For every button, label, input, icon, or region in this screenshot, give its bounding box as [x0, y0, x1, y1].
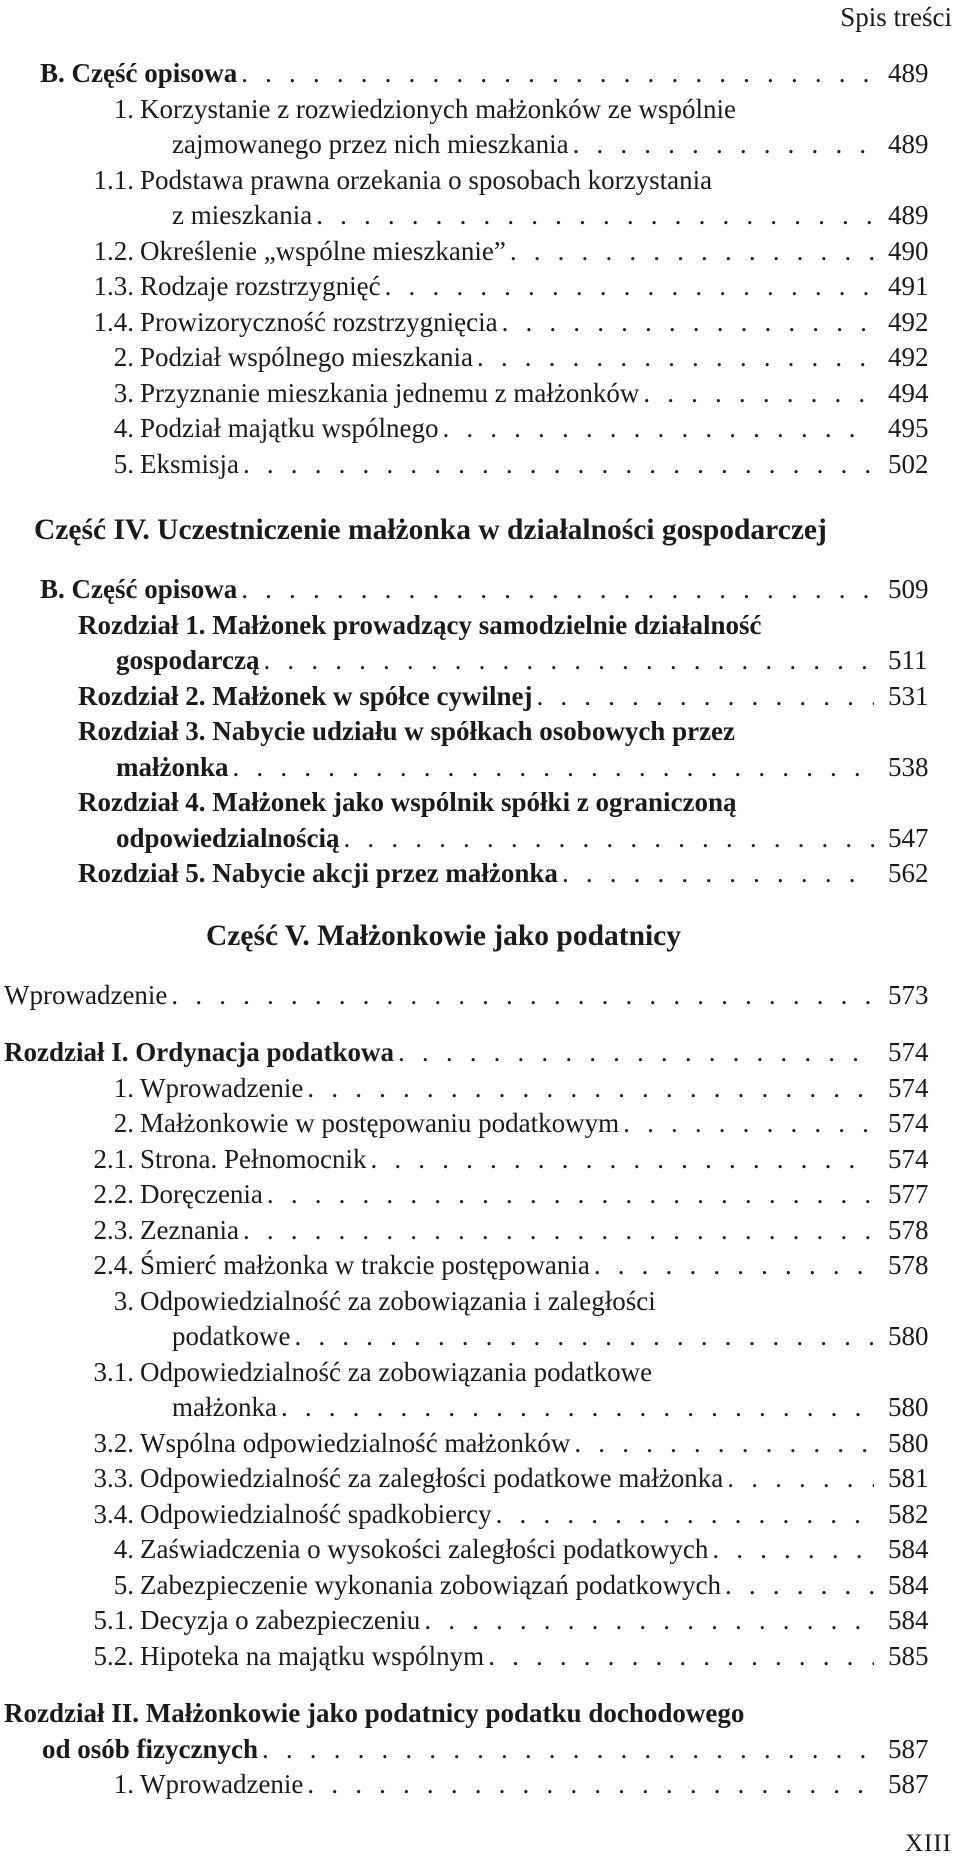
- entry-page: 574: [888, 1143, 929, 1174]
- entry-page: 580: [888, 1427, 929, 1458]
- dot-leader: [502, 305, 874, 341]
- dot-leader: [477, 340, 874, 376]
- entry-page: 502: [888, 448, 929, 479]
- entry-title: Podział majątku wspólnego: [140, 413, 439, 443]
- entry-page: 492: [888, 342, 929, 372]
- entry-title-cont: małżonka: [116, 751, 229, 782]
- entry-page: 494: [888, 377, 929, 408]
- toc-entry[interactable]: [0, 163, 960, 234]
- toc-entry[interactable]: [0, 1568, 960, 1604]
- entry-title: Rozdział 3. Nabycie udziału w spółkach osobowych przez: [78, 716, 736, 746]
- toc-entry[interactable]: [0, 1248, 960, 1284]
- entry-title: Odpowiedzialność za zobowiązania podatkowe: [140, 1356, 653, 1387]
- entry-page: 578: [888, 1250, 929, 1280]
- entry-number: 2.2.: [93, 1179, 134, 1209]
- dot-leader: [442, 411, 874, 447]
- entry-title-cont: z mieszkania: [172, 200, 313, 230]
- entry-number: 1.4.: [93, 306, 134, 337]
- dot-leader: [623, 1106, 874, 1142]
- dot-leader: [536, 679, 874, 715]
- entry-title: B. Część opisowa: [40, 58, 238, 88]
- toc-entry[interactable]: [0, 1106, 960, 1142]
- entry-title: Korzystanie z rozwiedzionych małżonków ze wspólnie: [140, 93, 737, 124]
- entry-title: Odpowiedzialność za zobowiązania i zaległości: [140, 1285, 656, 1316]
- entry-page: 587: [888, 1769, 929, 1799]
- entry-page: 489: [888, 58, 929, 88]
- entry-page: 585: [888, 1640, 929, 1671]
- dot-leader: [594, 1248, 874, 1284]
- entry-title: Eksmisja: [140, 448, 239, 479]
- toc-entry[interactable]: [0, 572, 960, 608]
- entry-title: Małżonkowie w postępowaniu podatkowym: [140, 1108, 620, 1138]
- toc-entry[interactable]: [0, 1213, 960, 1249]
- toc-block-part3: [0, 56, 960, 482]
- toc-entry[interactable]: [0, 1355, 960, 1426]
- toc-entry[interactable]: [0, 305, 960, 341]
- entry-number: 4.: [113, 413, 134, 443]
- entry-title: Wspólna odpowiedzialność małżonków: [140, 1427, 571, 1458]
- entry-number: 2.3.: [93, 1214, 134, 1245]
- entry-page: 490: [888, 235, 929, 266]
- toc-entry[interactable]: [0, 92, 960, 163]
- part-heading: [0, 916, 960, 956]
- toc-entry[interactable]: [0, 1603, 960, 1639]
- entry-number: 1.2.: [93, 235, 134, 266]
- toc-entry-chapter1[interactable]: [0, 1035, 960, 1071]
- toc-entry[interactable]: [0, 1639, 960, 1675]
- toc-block-chapter2: [0, 1767, 960, 1803]
- entry-title: Podstawa prawna orzekania o sposobach korzystania: [140, 164, 713, 195]
- entry-title: Przyznanie mieszkania jednemu z małżonków: [140, 377, 640, 408]
- entry-title: Podział wspólnego mieszkania: [140, 342, 473, 372]
- toc-entry[interactable]: [0, 1284, 960, 1355]
- toc-entry[interactable]: [0, 447, 960, 483]
- toc-entry[interactable]: [0, 376, 960, 412]
- dot-leader: [316, 198, 874, 234]
- entry-title: Wprowadzenie: [4, 979, 168, 1010]
- entry-page: 492: [888, 306, 929, 337]
- entry-number: 3.1.: [93, 1356, 134, 1387]
- entry-title: Wprowadzenie: [140, 1769, 304, 1799]
- toc-entry[interactable]: [0, 679, 960, 715]
- entry-title-cont: małżonka: [172, 1392, 277, 1422]
- dot-leader: [424, 1603, 874, 1639]
- entry-page: 573: [888, 979, 929, 1010]
- entry-title: Zabezpieczenie wykonania zobowiązań podatkowych: [140, 1569, 721, 1600]
- dot-leader: [294, 1319, 874, 1355]
- entry-page: 538: [888, 751, 929, 782]
- entry-number: 1.: [113, 93, 134, 124]
- dot-leader: [267, 1177, 874, 1213]
- entry-page: 577: [888, 1179, 929, 1209]
- dot-leader: [370, 1142, 874, 1178]
- entry-title: Zaświadczenia o wysokości zaległości podatkowych: [140, 1534, 709, 1564]
- entry-page: 580: [888, 1392, 929, 1422]
- toc-entry[interactable]: [0, 1461, 960, 1497]
- entry-title: Rozdział I. Ordynacja podatkowa: [4, 1037, 395, 1067]
- entry-title: Decyzja o zabezpieczeniu: [140, 1605, 421, 1635]
- entry-page: 489: [888, 200, 929, 230]
- toc-entry[interactable]: [0, 56, 960, 92]
- dot-leader: [241, 56, 874, 92]
- toc-entry[interactable]: [0, 1426, 960, 1462]
- dot-leader: [573, 127, 874, 163]
- dot-leader: [243, 447, 874, 483]
- running-header: Spis treści: [840, 2, 952, 32]
- entry-title: Strona. Pełnomocnik: [140, 1143, 367, 1174]
- entry-page: 584: [888, 1569, 929, 1600]
- entry-title-cont: podatkowe: [172, 1321, 291, 1351]
- entry-page: 574: [888, 1108, 929, 1138]
- dot-leader: [398, 1035, 874, 1071]
- entry-page: 562: [888, 858, 929, 888]
- entry-page: 581: [888, 1463, 929, 1493]
- entry-title: Rodzaje rozstrzygnięć: [140, 271, 381, 301]
- entry-page: 491: [888, 271, 929, 301]
- entry-number: 5.2.: [93, 1640, 134, 1671]
- entry-number: 3.2.: [93, 1427, 134, 1458]
- entry-title: Odpowiedzialność spadkobiercy: [140, 1498, 492, 1529]
- toc-entry[interactable]: [0, 234, 960, 270]
- dot-leader: [233, 750, 874, 786]
- entry-number: 1.: [113, 1769, 134, 1799]
- toc-entry[interactable]: [0, 1532, 960, 1568]
- entry-title-cont: gospodarczą: [116, 645, 260, 675]
- entry-title: Wprowadzenie: [140, 1072, 304, 1103]
- entry-title: Rozdział 4. Małżonek jako wspólnik spółki z ograniczoną: [78, 787, 737, 817]
- entry-page: 580: [888, 1321, 929, 1351]
- entry-number: 1.1.: [93, 164, 134, 195]
- dot-leader: [496, 1497, 874, 1533]
- entry-title: Odpowiedzialność za zaległości podatkowe małżonka: [140, 1463, 724, 1493]
- entry-page: 584: [888, 1605, 929, 1635]
- toc-block-part4: [0, 572, 960, 892]
- dot-leader: [243, 1213, 874, 1249]
- page-number: XIII: [904, 1830, 952, 1857]
- entry-page: 582: [888, 1498, 929, 1529]
- entry-page: 547: [888, 822, 929, 853]
- entry-page: 495: [888, 413, 929, 443]
- toc-entry[interactable]: [0, 714, 960, 785]
- dot-leader: [307, 1071, 874, 1107]
- entry-page: 574: [888, 1072, 929, 1103]
- entry-number: 3.: [113, 1285, 134, 1316]
- entry-title: Śmierć małżonka w trakcie postępowania: [140, 1250, 590, 1280]
- entry-title: B. Część opisowa: [40, 574, 238, 604]
- dot-leader: [385, 269, 874, 305]
- toc-entry-chapter2[interactable]: [0, 1696, 960, 1767]
- dot-leader: [574, 1426, 874, 1462]
- toc-entry[interactable]: [0, 856, 960, 892]
- dot-leader: [241, 572, 874, 608]
- entry-page: 574: [888, 1037, 929, 1067]
- toc-entry[interactable]: [0, 269, 960, 305]
- toc-entry[interactable]: [0, 1142, 960, 1178]
- dot-leader: [264, 643, 874, 679]
- part-4-title: Część IV. Uczestniczenie małżonka w działalności gospodarczej: [34, 514, 827, 546]
- dot-leader: [307, 1767, 874, 1803]
- entry-number: 2.: [113, 1108, 134, 1138]
- entry-title: Rozdział 5. Nabycie akcji przez małżonka: [78, 858, 558, 888]
- entry-number: 3.3.: [93, 1463, 134, 1493]
- entry-number: 5.1.: [93, 1605, 134, 1635]
- entry-page: 578: [888, 1214, 929, 1245]
- toc-entry[interactable]: [0, 1497, 960, 1533]
- dot-leader: [712, 1532, 874, 1568]
- part-heading: [0, 510, 960, 550]
- entry-title: Prowizoryczność rozstrzygnięcia: [140, 306, 498, 337]
- entry-title: Zeznania: [140, 1214, 239, 1245]
- dot-leader: [510, 234, 874, 270]
- entry-title: Rozdział II. Małżonkowie jako podatnicy podatku dochodowego: [4, 1698, 745, 1728]
- dot-leader: [725, 1568, 874, 1604]
- toc-entry[interactable]: [0, 340, 960, 376]
- entry-number: 2.1.: [93, 1143, 134, 1174]
- dot-leader: [643, 376, 874, 412]
- entry-page: 511: [888, 645, 928, 675]
- toc-entry[interactable]: [0, 1767, 960, 1803]
- toc-entry[interactable]: [0, 411, 960, 447]
- entry-number: 4.: [113, 1534, 134, 1564]
- entry-title-cont: od osób fizycznych: [42, 1733, 258, 1764]
- table-of-contents: [0, 56, 960, 1803]
- dot-leader: [262, 1732, 874, 1768]
- entry-title: Określenie „wspólne mieszkanie”: [140, 235, 506, 266]
- entry-page: 509: [888, 574, 929, 604]
- toc-block-chapter1: [0, 1071, 960, 1675]
- entry-title-cont: odpowiedzialnością: [116, 822, 340, 853]
- dot-leader: [281, 1390, 874, 1426]
- entry-number: 1.3.: [93, 271, 134, 301]
- toc-entry[interactable]: [0, 1177, 960, 1213]
- dot-leader: [562, 856, 874, 892]
- entry-page: 489: [888, 129, 929, 159]
- entry-page: 584: [888, 1534, 929, 1564]
- dot-leader: [488, 1639, 874, 1675]
- entry-title: Rozdział 2. Małżonek w spółce cywilnej: [78, 680, 533, 711]
- dot-leader: [727, 1461, 874, 1497]
- entry-number: 3.4.: [93, 1498, 134, 1529]
- entry-title: Hipoteka na majątku wspólnym: [140, 1640, 485, 1671]
- dot-leader: [171, 978, 874, 1014]
- entry-title: Rozdział 1. Małżonek prowadzący samodzielnie działalność: [78, 609, 762, 640]
- toc-entry-intro[interactable]: [0, 978, 960, 1014]
- dot-leader: [344, 821, 874, 857]
- entry-number: 2.: [113, 342, 134, 372]
- entry-number: 1.: [113, 1072, 134, 1103]
- entry-page: 531: [888, 680, 929, 711]
- entry-title-cont: zajmowanego przez nich mieszkania: [172, 129, 569, 159]
- entry-title: Doręczenia: [140, 1179, 263, 1209]
- toc-entry[interactable]: [0, 608, 960, 679]
- part-5-title: Część V. Małżonkowie jako podatnicy: [206, 919, 682, 952]
- entry-number: 3.: [113, 377, 134, 408]
- entry-number: 2.4.: [93, 1250, 134, 1280]
- entry-number: 5.: [113, 1569, 134, 1600]
- entry-number: 5.: [113, 448, 134, 479]
- toc-entry[interactable]: [0, 785, 960, 856]
- toc-entry[interactable]: [0, 1071, 960, 1107]
- entry-page: 587: [888, 1733, 929, 1764]
